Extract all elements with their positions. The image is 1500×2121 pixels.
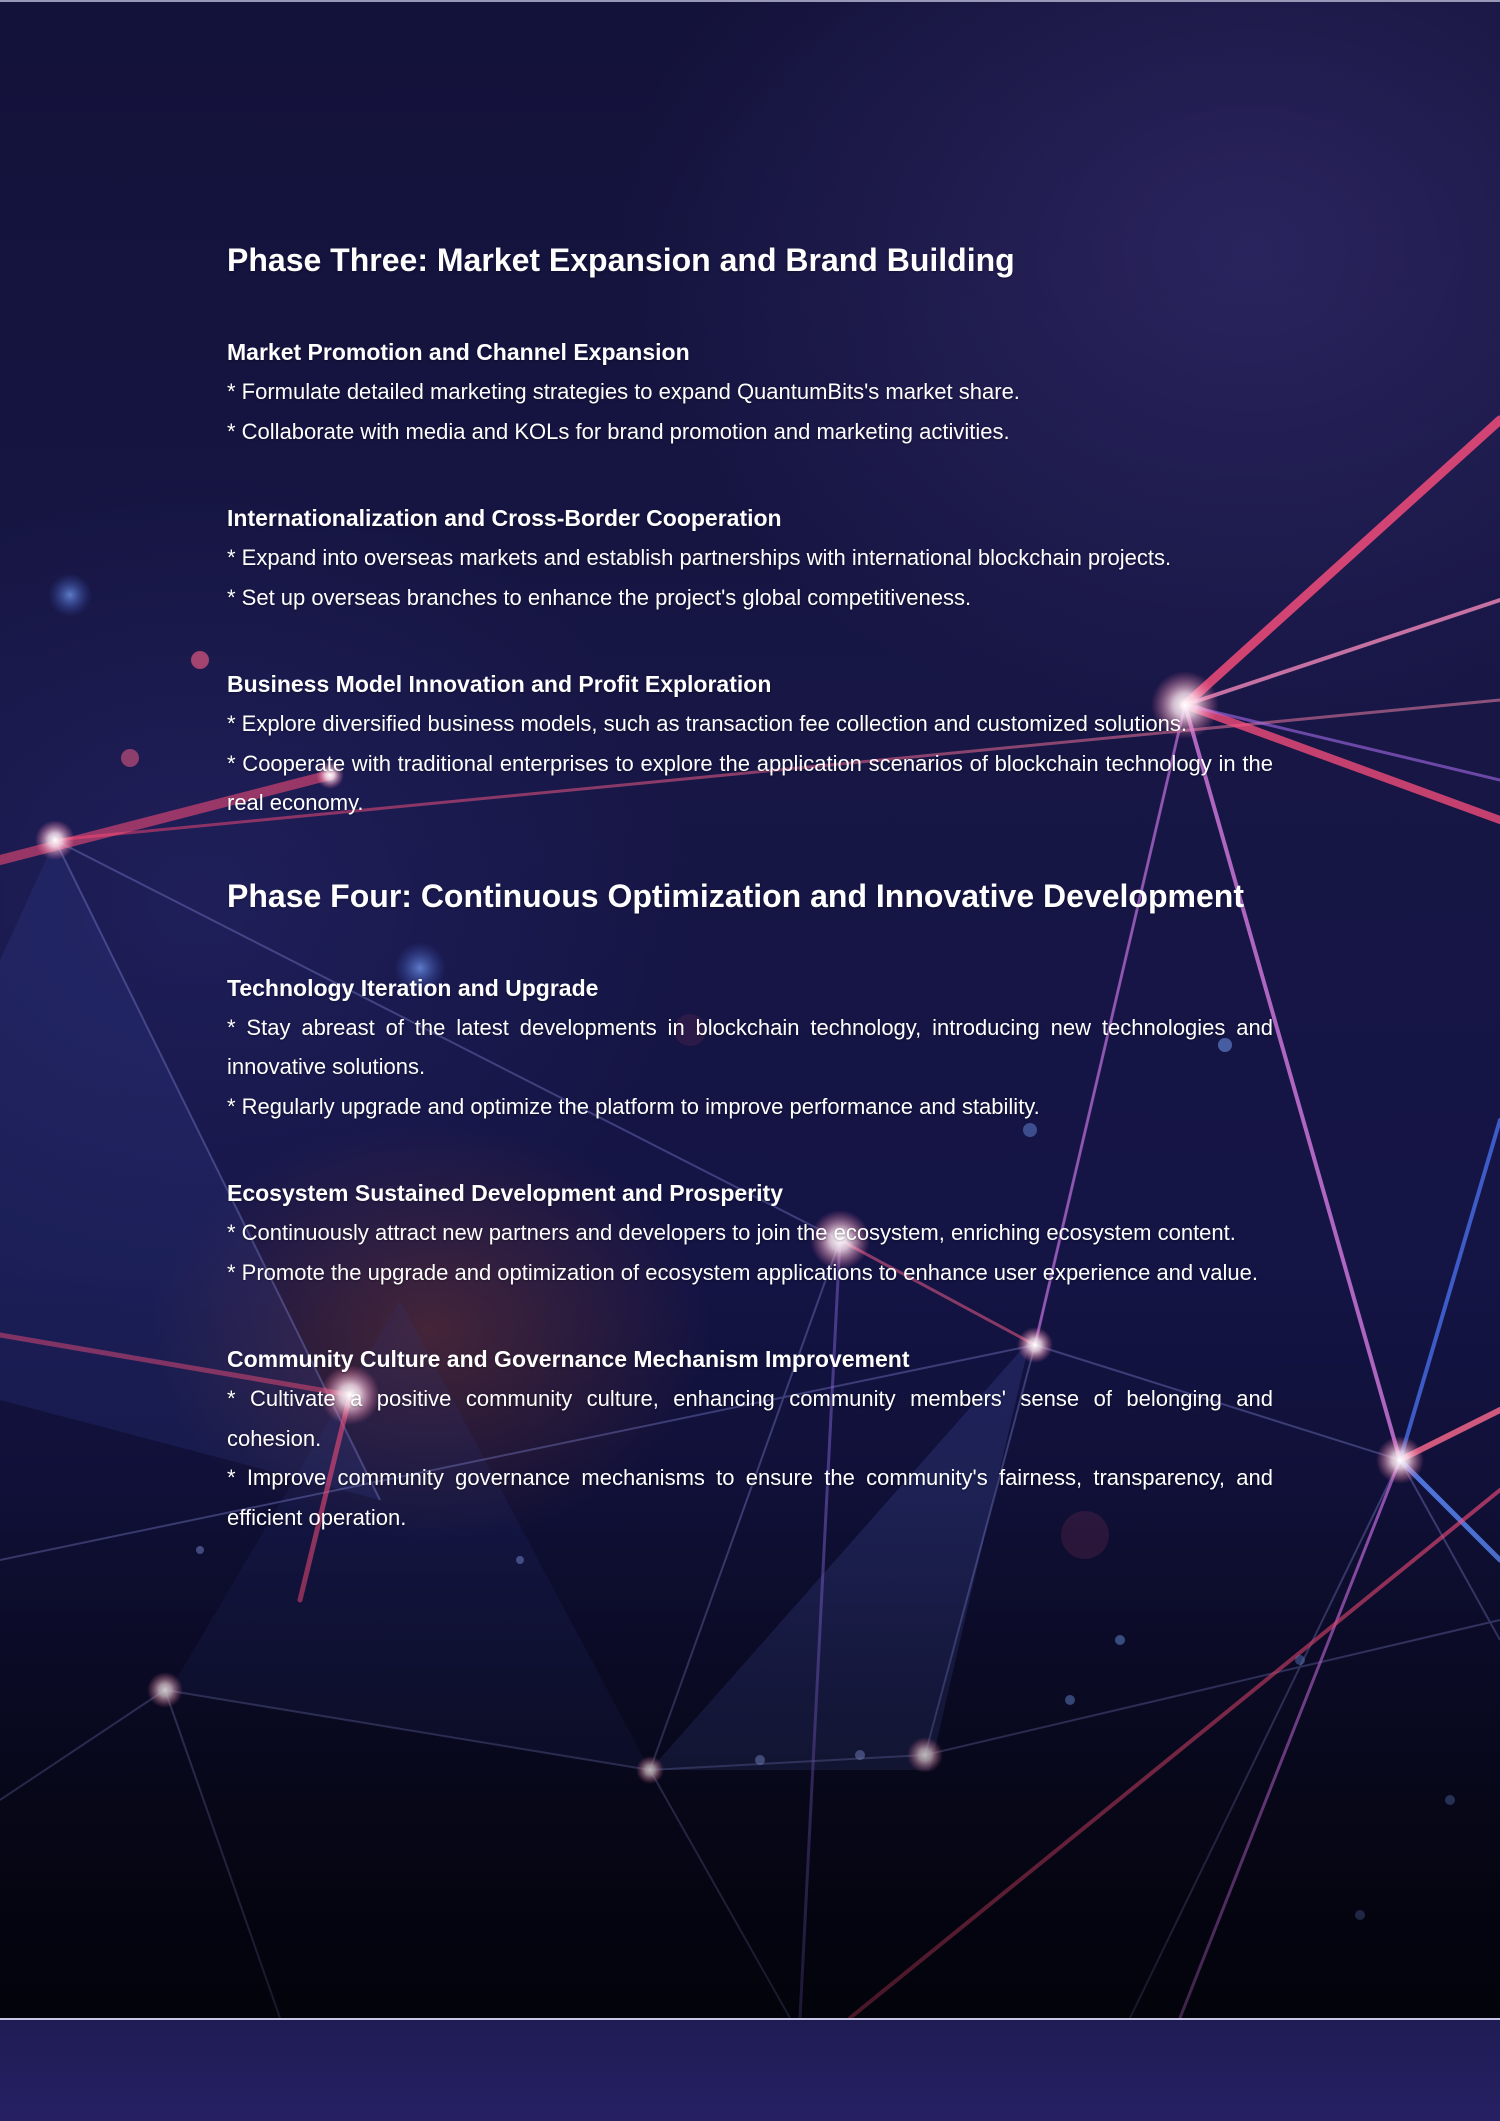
section-heading: Community Culture and Governance Mechanism Improvement	[227, 1346, 910, 1372]
bullet-item: * Expand into overseas markets and establish partnerships with international blockchain projects.	[227, 545, 1172, 570]
section-heading: Ecosystem Sustained Development and Prosperity	[227, 1180, 784, 1206]
section-heading: Internationalization and Cross-Border Cooperation	[227, 505, 782, 531]
section-market-promotion	[227, 333, 1273, 451]
document-content	[227, 235, 1273, 1537]
bullet-item: * Explore diversified business models, such as transaction fee collection and customized solutions.	[227, 711, 1187, 736]
bullet-item: * Collaborate with media and KOLs for brand promotion and marketing activities.	[227, 418, 1010, 444]
phase-three	[227, 235, 1273, 823]
section-ecosystem-development	[227, 1174, 1273, 1292]
section-business-model	[227, 665, 1273, 823]
page-top-border	[0, 0, 1500, 2]
bullet-item: * Continuously attract new partners and developers to join the ecosystem, enriching ecosystem content.	[227, 1220, 1236, 1245]
phase-heading: Phase Four: Continuous Optimization and Innovative Development	[227, 877, 1244, 914]
bullet-item: * Cultivate a positive community culture, enhancing community members' sense of belonging and cohesion.	[227, 1386, 1273, 1451]
section-heading: Technology Iteration and Upgrade	[227, 974, 599, 1001]
section-technology-iteration	[227, 969, 1273, 1127]
section-heading: Market Promotion and Channel Expansion	[227, 339, 690, 365]
section-heading: Business Model Innovation and Profit Exploration	[227, 671, 772, 697]
bullet-item: * Improve community governance mechanisms to ensure the community's fairness, transparency, and efficient operation.	[227, 1465, 1273, 1530]
bullet-item: * Cooperate with traditional enterprises to explore the application scenarios of blockchain technology in the real economy.	[227, 750, 1273, 815]
bullet-item: * Set up overseas branches to enhance the project's global competitiveness.	[227, 584, 972, 610]
phase-heading: Phase Three: Market Expansion and Brand Building	[227, 242, 1015, 278]
phase-four	[227, 871, 1273, 1538]
bullet-item: * Formulate detailed marketing strategies to expand QuantumBits's market share.	[227, 379, 1020, 404]
section-community-governance	[227, 1340, 1273, 1537]
section-internationalization	[227, 499, 1273, 617]
bullet-item: * Regularly upgrade and optimize the platform to improve performance and stability.	[227, 1093, 1040, 1119]
page-footer-band	[0, 2018, 1500, 2121]
bullet-item: * Promote the upgrade and optimization of ecosystem applications to enhance user experience and value.	[227, 1259, 1258, 1285]
bullet-item: * Stay abreast of the latest developments in blockchain technology, introducing new technologies and innovative solutions.	[227, 1014, 1273, 1079]
